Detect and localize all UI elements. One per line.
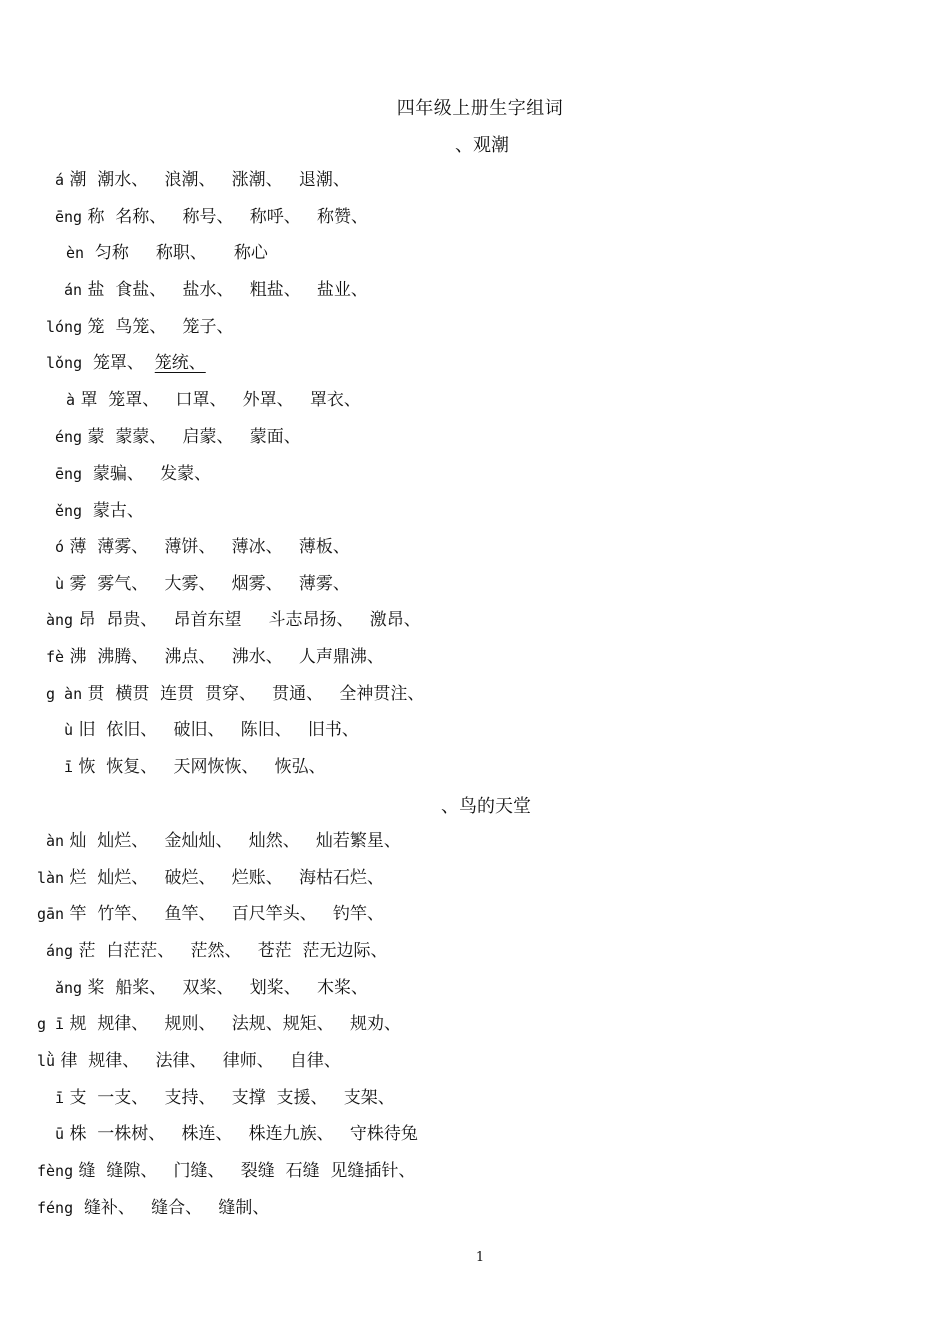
character-label: 雾 — [69, 574, 87, 594]
character-label: 潮 — [69, 170, 87, 190]
pinyin-label: ī — [55, 1089, 65, 1107]
character-label: 称 — [87, 207, 105, 227]
pinyin-label: ù — [55, 575, 65, 593]
section-heading-guanchao: 、观潮 — [455, 135, 509, 156]
word-row — [37, 1012, 401, 1036]
word-row — [64, 755, 326, 779]
character-label: 规 — [69, 1014, 87, 1034]
pinyin-label: àn — [46, 832, 65, 850]
character-label: 恢 — [78, 757, 96, 777]
word-list: 灿烂、 破烂、 烂账、 海枯石烂、 — [97, 868, 384, 888]
pinyin-label: lóng — [46, 318, 83, 336]
word-row — [46, 682, 424, 706]
word-row — [55, 1122, 418, 1146]
pinyin-label: g àn — [46, 685, 83, 703]
word-list: 匀称 称职、 称心 — [94, 243, 268, 263]
word-row — [46, 608, 421, 632]
word-list: 蒙蒙、 启蒙、 蒙面、 — [115, 427, 301, 447]
word-list: 恢复、 天网恢恢、 恢弘、 — [106, 757, 326, 777]
pinyin-label: án — [64, 281, 83, 299]
word-list: 竹竿、 鱼竿、 百尺竿头、 钓竿、 — [97, 904, 384, 924]
word-row — [55, 168, 350, 192]
character-label: 律 — [60, 1051, 78, 1071]
word-list: 一支、 支持、 支撑 支援、 支架、 — [97, 1088, 395, 1108]
word-list: 名称、 称号、 称呼、 称赞、 — [115, 207, 368, 227]
word-row — [46, 829, 401, 853]
pinyin-label: áng — [46, 942, 74, 960]
pinyin-label: á — [55, 171, 65, 189]
character-label: 薄 — [69, 537, 87, 557]
word-list: 蒙古、 — [92, 501, 144, 521]
pinyin-label: à — [66, 391, 76, 409]
word-row — [46, 939, 388, 963]
word-list: 缝补、 缝合、 缝制、 — [83, 1198, 270, 1218]
word-list: 潮水、 浪潮、 涨潮、 退潮、 — [97, 170, 350, 190]
pinyin-label: èn — [66, 244, 85, 262]
character-label: 支 — [69, 1088, 87, 1108]
word-row — [46, 645, 384, 669]
pinyin-label: g ī — [37, 1015, 65, 1033]
pinyin-label: lǜ — [37, 1052, 56, 1070]
character-label: 笼 — [87, 317, 105, 337]
word-row — [46, 351, 206, 375]
character-label: 灿 — [69, 831, 87, 851]
pinyin-label: ù — [64, 721, 74, 739]
word-list: 缝隙、 门缝、 裂缝 石缝 见缝插针、 — [106, 1161, 416, 1181]
character-label: 烂 — [69, 868, 87, 888]
character-label: 贯 — [87, 684, 105, 704]
character-label: 昂 — [78, 610, 96, 630]
word-row — [55, 462, 211, 486]
character-label: 盐 — [87, 280, 105, 300]
pinyin-label: fè — [46, 648, 65, 666]
pinyin-label: làn — [37, 869, 65, 887]
word-list: 笼罩、 — [92, 353, 144, 373]
section-heading-niaodetiantang: 、鸟的天堂 — [441, 796, 531, 817]
page-number: 1 — [475, 1250, 485, 1265]
word-list: 规律、 规则、 法规、规矩、 规劝、 — [97, 1014, 401, 1034]
character-label: 沸 — [69, 647, 87, 667]
word-list: 鸟笼、 笼子、 — [115, 317, 234, 337]
word-list: 雾气、 大雾、 烟雾、 薄雾、 — [97, 574, 350, 594]
pinyin-label: gān — [37, 905, 65, 923]
word-list: 船桨、 双桨、 划桨、 木桨、 — [115, 978, 368, 998]
pinyin-label: ū — [55, 1125, 65, 1143]
word-row — [55, 535, 350, 559]
character-label: 缝 — [78, 1161, 96, 1181]
word-row — [37, 902, 384, 926]
word-list: 沸腾、 沸点、 沸水、 人声鼎沸、 — [97, 647, 384, 667]
word-row — [64, 718, 359, 742]
word-list: 白茫茫、 茫然、 苍茫 茫无边际、 — [106, 941, 388, 961]
word-row — [55, 976, 368, 1000]
word-row — [55, 499, 144, 523]
word-list: 规律、 法律、 律师、 自律、 — [88, 1051, 341, 1071]
pinyin-label: ó — [55, 538, 65, 556]
character-label: 竿 — [69, 904, 87, 924]
word-list: 食盐、 盐水、 粗盐、 盐业、 — [115, 280, 368, 300]
character-label: 蒙 — [87, 427, 105, 447]
word-list: 昂贵、 昂首东望 斗志昂扬、 激昂、 — [106, 610, 421, 630]
word-list: 依旧、 破旧、 陈旧、 旧书、 — [106, 720, 359, 740]
underlined-word: 笼统、 — [154, 353, 206, 373]
word-row — [37, 866, 384, 890]
word-row — [55, 425, 301, 449]
word-row — [46, 315, 234, 339]
word-row — [55, 572, 350, 596]
document-title: 四年级上册生字组词 — [396, 98, 564, 119]
word-row — [37, 1196, 269, 1220]
pinyin-label: ī — [64, 758, 74, 776]
character-label: 罩 — [80, 390, 98, 410]
word-row — [37, 1049, 341, 1073]
word-list: 蒙骗、 发蒙、 — [92, 464, 212, 484]
pinyin-label: ēng — [55, 208, 83, 226]
pinyin-label: ēng — [55, 465, 83, 483]
word-row — [55, 205, 368, 229]
pinyin-label: àng — [46, 611, 74, 629]
pinyin-label: éng — [55, 428, 83, 446]
word-list: 横贯 连贯 贯穿、 贯通、 全神贯注、 — [115, 684, 425, 704]
word-row — [55, 1086, 395, 1110]
pinyin-label: ěng — [55, 502, 83, 520]
pinyin-label: fèng — [37, 1162, 74, 1180]
character-label: 桨 — [87, 978, 105, 998]
character-label: 茫 — [78, 941, 96, 961]
pinyin-label: ǎng — [55, 979, 83, 997]
character-label: 株 — [69, 1124, 87, 1144]
word-list: 一株树、 株连、 株连九族、 守株待兔 — [97, 1124, 418, 1144]
word-row — [37, 1159, 415, 1183]
word-list: 笼罩、 口罩、 外罩、 罩衣、 — [108, 390, 361, 410]
word-list: 薄雾、 薄饼、 薄冰、 薄板、 — [97, 537, 350, 557]
pinyin-label: féng — [37, 1199, 74, 1217]
pinyin-label: lǒng — [46, 354, 83, 372]
word-row — [66, 388, 361, 412]
word-list: 灿烂、 金灿灿、 灿然、 灿若繁星、 — [97, 831, 401, 851]
word-row — [64, 278, 368, 302]
character-label: 旧 — [78, 720, 96, 740]
word-row — [66, 241, 268, 265]
